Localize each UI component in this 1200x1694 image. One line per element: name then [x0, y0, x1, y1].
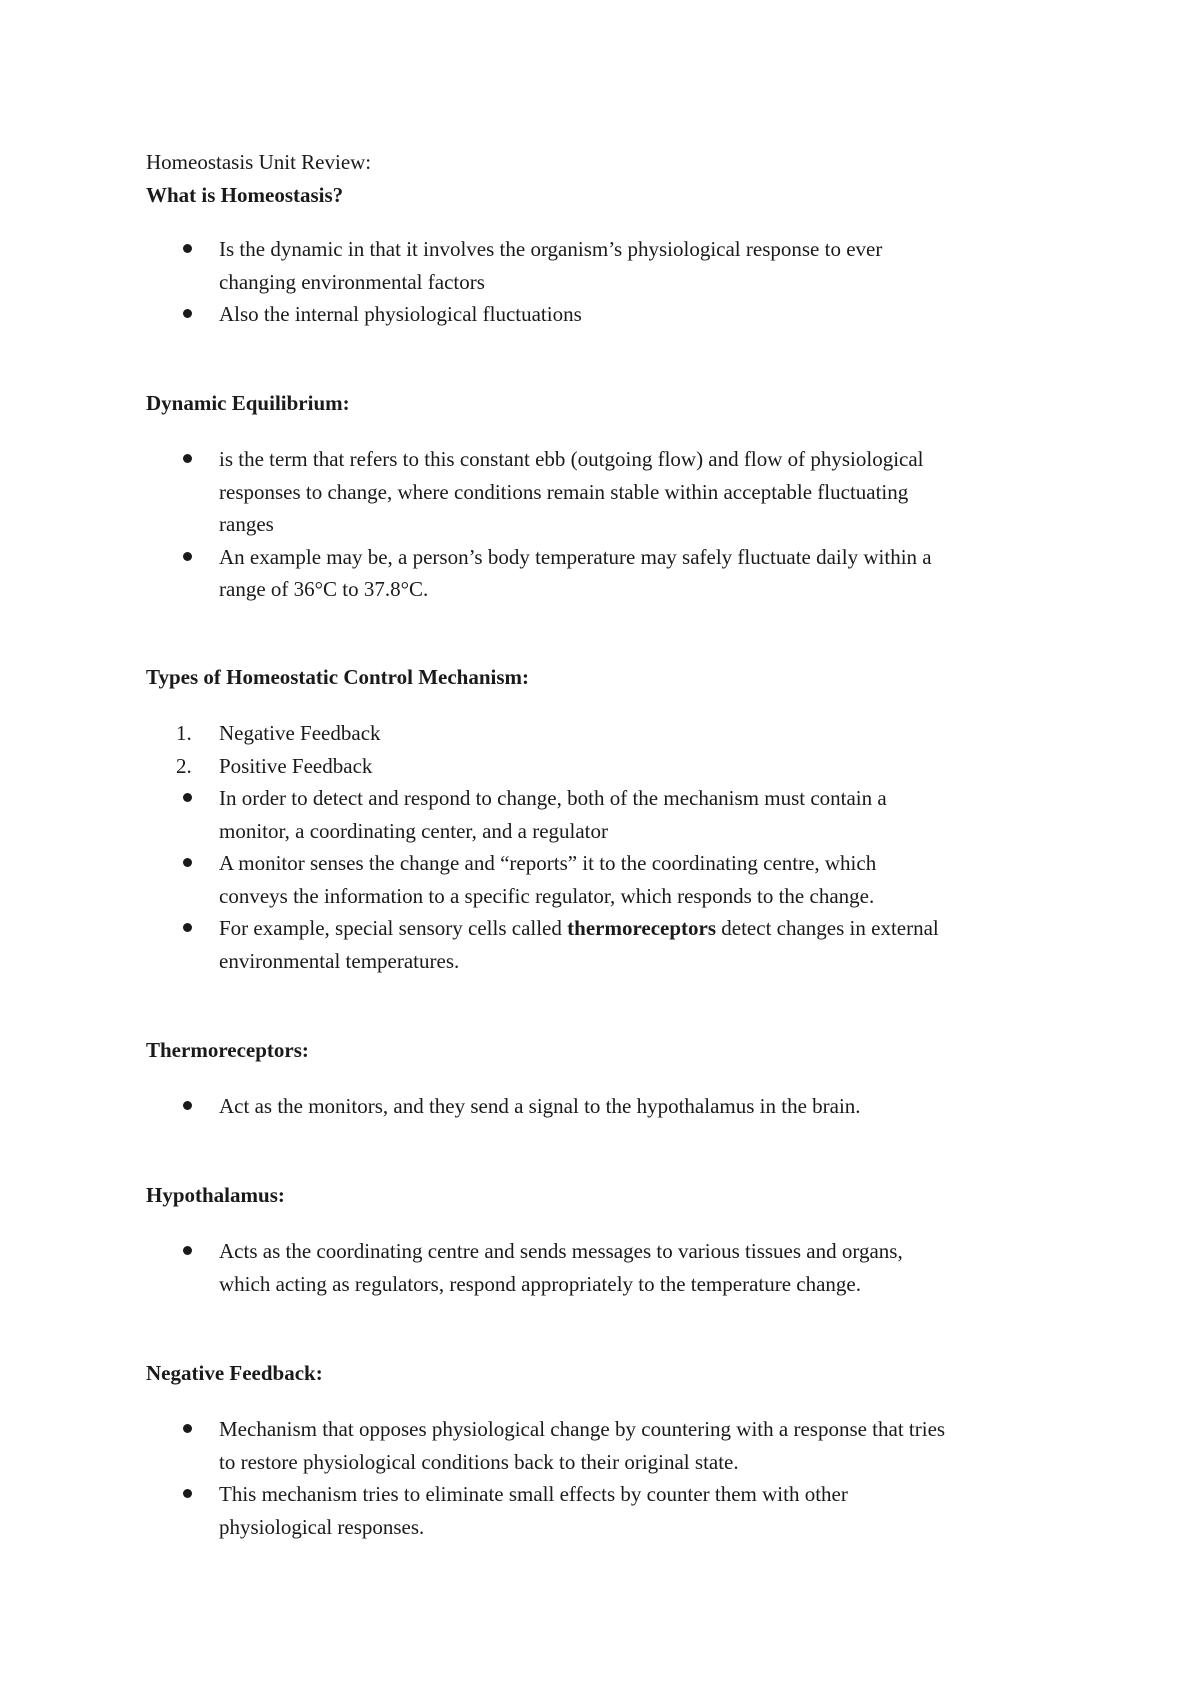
section-heading: Dynamic Equilibrium:: [146, 391, 350, 415]
list-item-line: Acts as the coordinating centre and sends messages to various tissues and organs,: [219, 1239, 903, 1263]
list-item-line: monitor, a coordinating center, and a regulator: [219, 818, 609, 843]
list-item-line: environmental temperatures.: [219, 948, 460, 973]
list-item-line: A monitor senses the change and “reports” it to the coordinating centre, which: [219, 851, 877, 875]
example-text-post: detect changes in external: [716, 916, 939, 940]
bullet-dot-icon: [183, 1246, 192, 1255]
list-item-line: range of 36°C to 37.8°C.: [219, 577, 429, 601]
list-item-line: Is the dynamic in that it involves the organism’s physiological response to ever: [219, 237, 883, 261]
list-item: [146, 912, 1076, 977]
list-item-line: [219, 912, 1076, 945]
list-item: [146, 1478, 1076, 1543]
section-heading: Thermoreceptors:: [146, 1038, 309, 1062]
list-item-line: This mechanism tries to eliminate small effects by counter them with other: [219, 1482, 848, 1506]
section-thermoreceptors: [146, 1034, 1076, 1067]
list-item: [146, 443, 1076, 541]
bullet-dot-icon: [183, 793, 192, 802]
bullet-list: [146, 1090, 1076, 1123]
bullet-dot-icon: [183, 552, 192, 561]
bullet-list: [146, 443, 1076, 606]
section-hypothalamus: [146, 1179, 1076, 1212]
bullet-dot-icon: [183, 309, 192, 318]
list-item-line: conveys the information to a specific regulator, which responds to the change.: [219, 883, 875, 908]
section-heading: Types of Homeostatic Control Mechanism:: [146, 665, 530, 689]
section-negative-feedback: [146, 1357, 1076, 1390]
section-heading: Hypothalamus:: [146, 1183, 285, 1207]
bullet-dot-icon: [183, 1424, 192, 1433]
bullet-dot-icon: [183, 1101, 192, 1110]
list-item-line: Act as the monitors, and they send a signal to the hypothalamus in the brain.: [219, 1094, 861, 1118]
bullet-list: [146, 1235, 1076, 1300]
list-item: [146, 1413, 1076, 1478]
list-item: [146, 782, 1076, 847]
list-number: 2.: [176, 753, 192, 778]
list-item-line: An example may be, a person’s body temperature may safely fluctuate daily within a: [219, 544, 932, 569]
list-item-line: responses to change, where conditions remain stable within acceptable fluctuating: [219, 479, 909, 504]
list-item: [146, 298, 1076, 331]
section-what-is-homeostasis: [146, 146, 1076, 211]
list-item: [146, 847, 1076, 912]
list-item-line: is the term that refers to this constant ebb (outgoing flow) and flow of physiological: [219, 447, 924, 471]
list-number: 1.: [176, 721, 192, 745]
bullet-dot-icon: [183, 454, 192, 463]
list-item-line: ranges: [219, 512, 274, 536]
bullet-dot-icon: [183, 1489, 192, 1498]
list-item-line: changing environmental factors: [219, 269, 485, 294]
bullet-list: [146, 233, 1076, 331]
list-item-line: Also the internal physiological fluctuations: [219, 302, 582, 326]
bullet-list: [146, 1413, 1076, 1543]
list-item-line: In order to detect and respond to change, both of the mechanism must contain a: [219, 786, 887, 810]
list-item: [146, 233, 1076, 298]
numbered-item: [146, 717, 1076, 750]
list-item-line: to restore physiological conditions back to their original state.: [219, 1449, 739, 1474]
list-item: [146, 1235, 1076, 1300]
section-heading: What is Homeostasis?: [146, 182, 344, 207]
list-item: [146, 541, 1076, 606]
example-text-pre: For example, special sensory cells called: [219, 916, 568, 940]
example-bold-term: thermoreceptors: [567, 916, 717, 940]
section-dynamic-equilibrium: [146, 387, 1076, 420]
list-item-line: physiological responses.: [219, 1514, 425, 1539]
list-item-line: Positive Feedback: [219, 753, 373, 778]
list-item-line: Mechanism that opposes physiological change by countering with a response that tries: [219, 1417, 946, 1441]
list-item-line: which acting as regulators, respond appropriately to the temperature change.: [219, 1271, 862, 1296]
list-item-line: Negative Feedback: [219, 721, 381, 745]
bullet-dot-icon: [183, 858, 192, 867]
numbered-item: [146, 750, 1076, 783]
list-item: [146, 1090, 1076, 1123]
mixed-list: [146, 717, 1076, 977]
bullet-dot-icon: [183, 244, 192, 253]
document-title: Homeostasis Unit Review:: [146, 150, 372, 174]
section-heading: Negative Feedback:: [146, 1361, 323, 1385]
section-control-mechanism: [146, 661, 1076, 694]
bullet-dot-icon: [183, 923, 192, 932]
